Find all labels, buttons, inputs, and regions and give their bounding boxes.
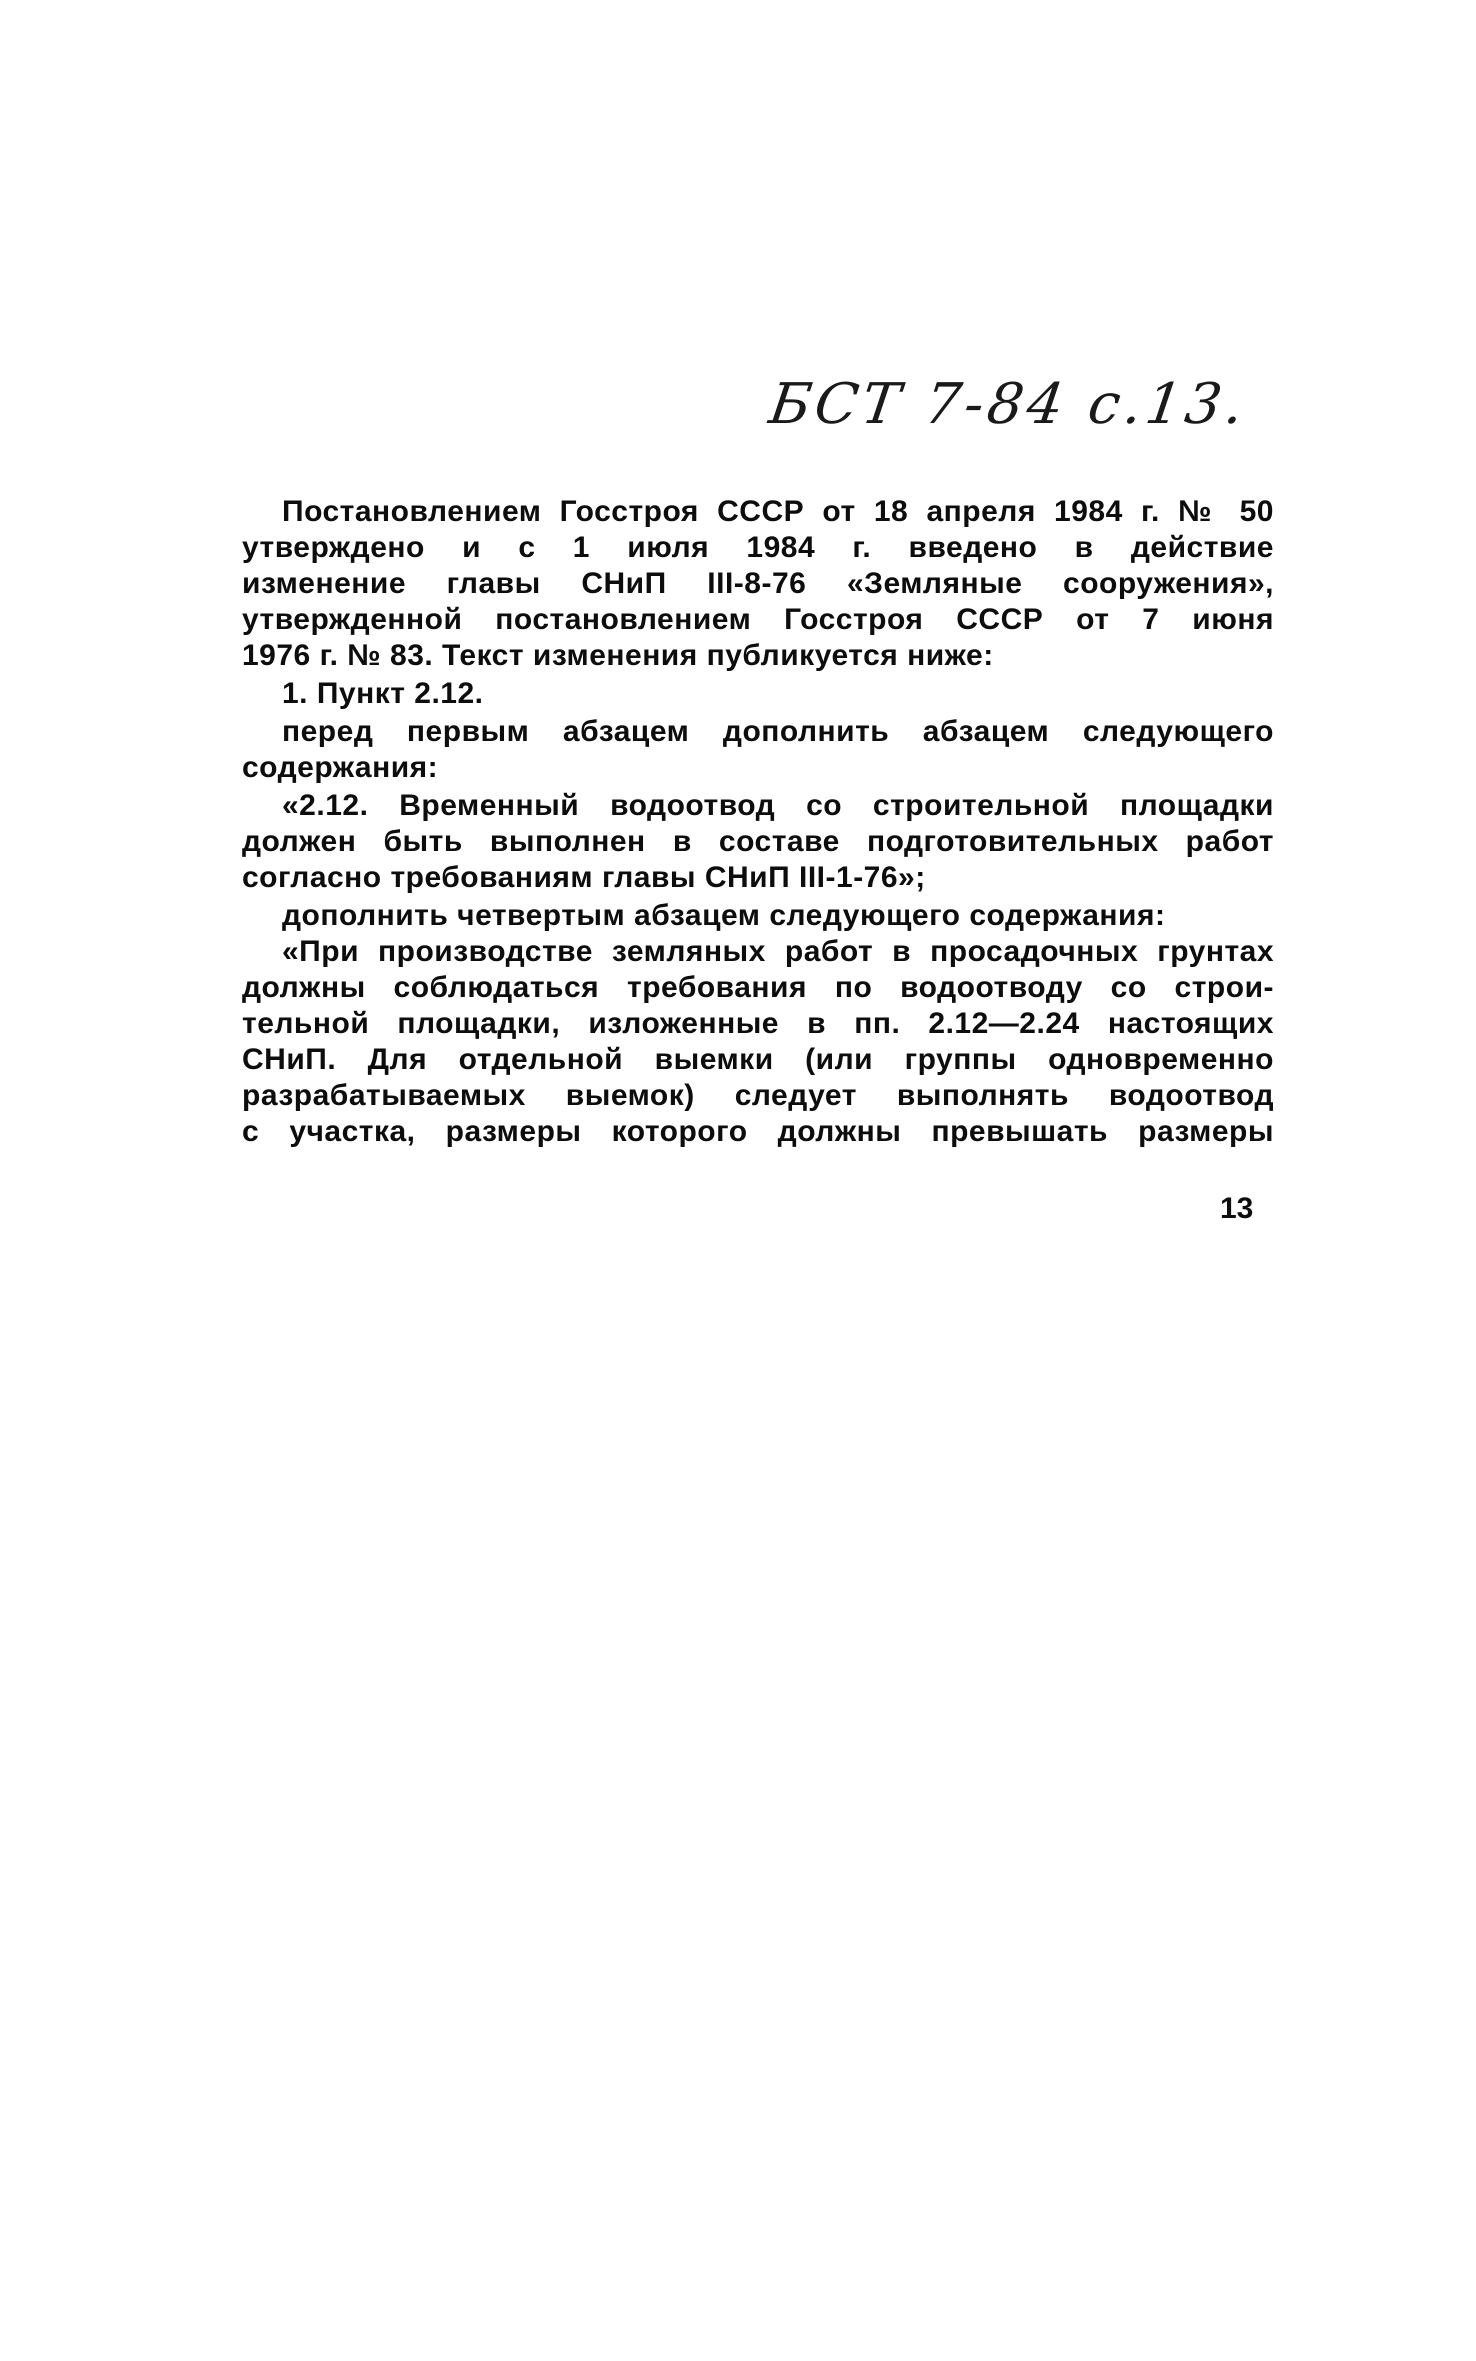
text-line: утверждено и с 1 июля 1984 г. введено в действие bbox=[242, 531, 1274, 564]
text-line: перед первым абзацем дополнить абзацем следующего bbox=[282, 715, 1274, 748]
text-line: с участка, размеры которого должны превышать размеры bbox=[242, 1115, 1274, 1148]
handwritten-reference: БСТ 7-84 с.13. bbox=[765, 372, 1252, 437]
section-heading: 1. Пункт 2.12. bbox=[282, 677, 484, 710]
document-body bbox=[242, 494, 1274, 1150]
text-line: «2.12. Временный водоотвод со строительной площадки bbox=[282, 789, 1274, 822]
paragraph-item-heading bbox=[242, 676, 1274, 712]
text-line: должны соблюдаться требования по водоотводу со строи- bbox=[242, 971, 1274, 1004]
text-line: разрабатываемых выемок) следует выполнять водоотвод bbox=[242, 1079, 1274, 1112]
text-line: 1976 г. № 83. Текст изменения публикуется ниже: bbox=[242, 639, 994, 672]
text-line: утвержденной постановлением Госстроя СССР от 7 июня bbox=[242, 603, 1274, 636]
text-line: согласно требованиям главы СНиП III-1-76»; bbox=[242, 861, 926, 894]
paragraph-intro bbox=[242, 494, 1274, 674]
text-line: изменение главы СНиП III-8-76 «Земляные сооружения», bbox=[242, 567, 1274, 600]
text-line: содержания: bbox=[242, 751, 439, 784]
text-line: Постановлением Госстроя СССР от 18 апреля 1984 г. № 50 bbox=[282, 495, 1274, 528]
paragraph-instruction-2 bbox=[242, 898, 1274, 934]
paragraph-instruction-1 bbox=[242, 714, 1274, 786]
text-line: тельной площадки, изложенные в пп. 2.12—2.24 настоящих bbox=[242, 1007, 1274, 1040]
paragraph-quote-1 bbox=[242, 788, 1274, 896]
text-line: дополнить четвертым абзацем следующего содержания: bbox=[282, 899, 1166, 932]
text-line: «При производстве земляных работ в просадочных грунтах bbox=[282, 935, 1274, 968]
text-line: СНиП. Для отдельной выемки (или группы одновременно bbox=[242, 1043, 1274, 1076]
paragraph-quote-2 bbox=[242, 934, 1274, 1150]
text-line: должен быть выполнен в составе подготовительных работ bbox=[242, 825, 1274, 858]
page-number: 13 bbox=[1220, 1192, 1254, 1225]
